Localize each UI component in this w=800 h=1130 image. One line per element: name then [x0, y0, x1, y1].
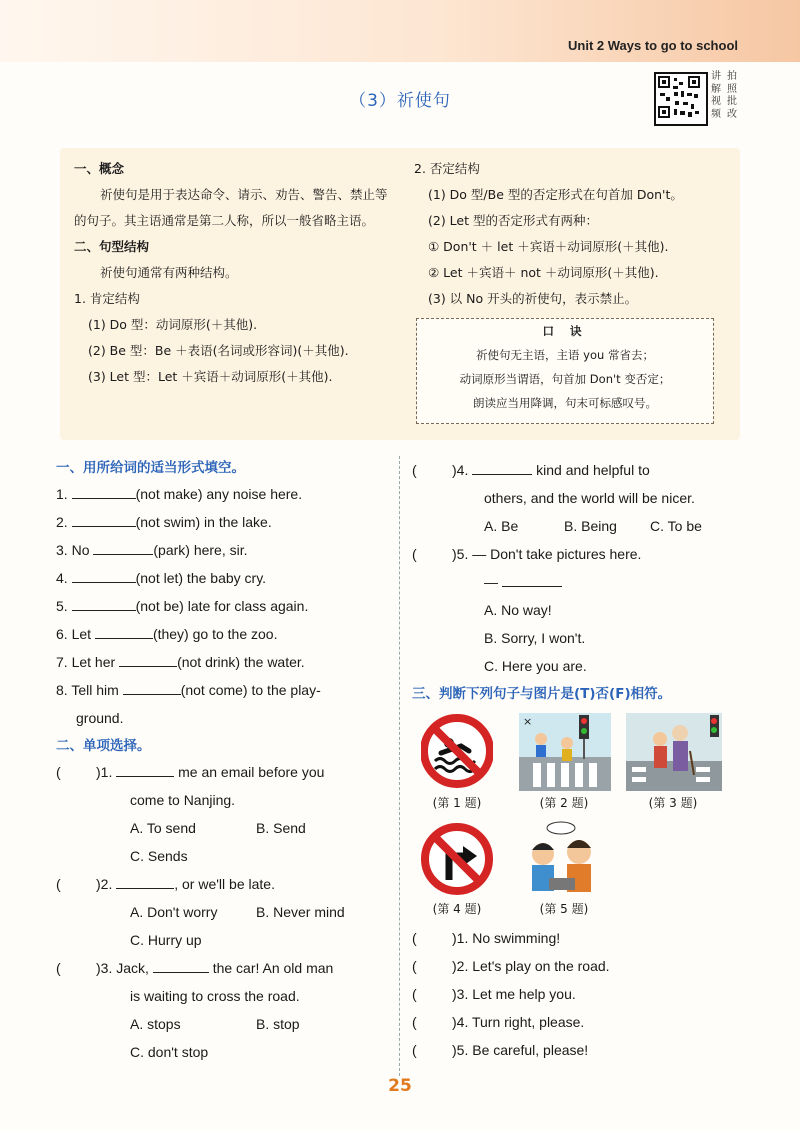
question-cont: is waiting to cross the road.	[130, 988, 300, 1004]
negative-do-be: (1) Do 型/Be 型的否定形式在句首加 Don't。	[428, 187, 683, 202]
options-row	[56, 1010, 396, 1038]
grammar-concept-box	[60, 148, 740, 440]
answer-blank[interactable]	[116, 761, 174, 777]
column-divider	[399, 456, 400, 1076]
options-row	[56, 814, 396, 842]
picture-caption: (第 1 题)	[432, 796, 482, 810]
option-c[interactable]: C. don't stop	[130, 1044, 209, 1060]
fill-item: 4. (not let) the baby cry.	[56, 564, 396, 592]
picture-caption: (第 3 题)	[648, 796, 698, 810]
section2-heading: 二、单项选择。	[56, 738, 151, 754]
option-b[interactable]: B. Send	[256, 820, 306, 836]
svg-text:×: ×	[523, 715, 533, 728]
option-a[interactable]: A. Don't worry	[130, 904, 218, 920]
concept-text: 祈使句是用于表达命令、请示、劝告、警告、禁止等的句子。其主语通常是第二人称，所以一般省略主语。	[74, 187, 388, 228]
helping-old-man-picture	[626, 713, 722, 791]
negative-let-2: ② Let ＋宾语＋ not ＋动词原形(＋其他).	[428, 265, 659, 280]
fill-item: 7. Let her (not drink) the water.	[56, 648, 396, 676]
option-b[interactable]: B. Sorry, I won't.	[484, 630, 586, 646]
dialogue-reply: —	[412, 568, 742, 596]
option-a[interactable]: A. stops	[130, 1016, 181, 1032]
picture-caption: (第 2 题)	[539, 796, 589, 810]
section3-heading: 三、判断下列句子与图片是(T)否(F)相符。	[412, 686, 672, 702]
answer-blank[interactable]	[72, 567, 136, 583]
picture-caption: (第 4 题)	[432, 902, 482, 916]
choice-question: ( )2. , or we'll be late.	[56, 870, 396, 898]
choice-question: ( )4. kind and helpful to	[412, 456, 742, 484]
let-type: (3) Let 型：Let ＋宾语＋动词原形(＋其他).	[88, 369, 333, 384]
answer-blank[interactable]	[123, 679, 181, 695]
page-title: （3）祈使句	[349, 91, 451, 111]
mnemonic-line: 动词原形当谓语，句首加 Don't 变否定；	[459, 372, 671, 386]
fill-item-cont: ground.	[76, 710, 124, 726]
concept-heading: 一、概念	[74, 161, 125, 176]
fill-item: 3. No (park) here, sir.	[56, 536, 396, 564]
question-cont: others, and the world will be nicer.	[484, 490, 695, 506]
answer-blank[interactable]	[472, 459, 532, 475]
option-b[interactable]: B. Being	[564, 518, 617, 534]
option-a[interactable]: A. To send	[130, 820, 196, 836]
section1-heading: 一、用所给词的适当形式填空。	[56, 460, 245, 476]
judge-item: ( )5. Be careful, please!	[412, 1042, 589, 1058]
choice-question: ( )1. me an email before you	[56, 758, 396, 786]
mnemonic-title: 口 诀	[542, 324, 588, 338]
choice-question: ( )3. Jack, the car! An old man	[56, 954, 396, 982]
mnemonic-line: 朗读应当用降调，句末可标感叹号。	[473, 396, 657, 410]
fill-item: 5. (not be) late for class again.	[56, 592, 396, 620]
answer-blank[interactable]	[72, 595, 136, 611]
judge-item: ( )1. No swimming!	[412, 930, 561, 946]
option-c[interactable]: C. Here you are.	[484, 658, 587, 674]
fill-item: 8. Tell him (not come) to the play-	[56, 676, 396, 704]
mnemonic-line: 祈使句无主语，主语 you 常省去；	[476, 348, 654, 362]
choice-question: ( )5. — Don't take pictures here.	[412, 546, 642, 562]
no-swimming-sign-icon	[421, 713, 493, 789]
judge-item: ( )2. Let's play on the road.	[412, 958, 610, 974]
options-row	[412, 512, 742, 540]
kids-on-road-picture	[519, 713, 611, 791]
option-a[interactable]: A. Be	[484, 518, 519, 534]
options-row	[56, 898, 396, 926]
kids-picture	[521, 820, 605, 898]
option-b[interactable]: B. stop	[256, 1016, 300, 1032]
answer-blank[interactable]	[153, 957, 209, 973]
option-c[interactable]: C. Hurry up	[130, 932, 202, 948]
structure-text: 祈使句通常有两种结构。	[100, 265, 238, 280]
be-type: (2) Be 型：Be ＋表语(名词或形容词)(＋其他).	[88, 343, 349, 358]
unit-title: Unit 2 Ways to go to school	[568, 38, 738, 53]
option-b[interactable]: B. Never mind	[256, 904, 345, 920]
mnemonic-box	[416, 318, 714, 424]
answer-blank[interactable]	[72, 511, 136, 527]
option-c[interactable]: C. Sends	[130, 848, 188, 864]
option-c[interactable]: C. To be	[650, 518, 702, 534]
qr-label: 讲 拍 解 照 视 批 频 改	[711, 71, 737, 120]
structure-heading: 二、句型结构	[74, 239, 150, 254]
answer-blank[interactable]	[93, 539, 153, 555]
option-a[interactable]: A. No way!	[484, 602, 552, 618]
question-cont: come to Nanjing.	[130, 792, 236, 808]
do-type: (1) Do 型：动词原形(＋其他).	[88, 317, 258, 332]
judge-item: ( )3. Let me help you.	[412, 986, 576, 1002]
no-right-turn-sign-icon	[421, 822, 493, 896]
negative-let: (2) Let 型的否定形式有两种：	[428, 213, 598, 228]
qr-code-icon[interactable]	[654, 72, 708, 126]
left-column	[56, 456, 396, 1066]
answer-blank[interactable]	[95, 623, 153, 639]
fill-item: 1. (not make) any noise here.	[56, 480, 396, 508]
judge-list	[412, 924, 742, 1064]
answer-blank[interactable]	[72, 483, 136, 499]
answer-blank[interactable]	[119, 651, 177, 667]
negative-structure-heading: 2. 否定结构	[414, 161, 480, 176]
answer-blank[interactable]	[116, 873, 174, 889]
positive-structure-heading: 1. 肯定结构	[74, 291, 140, 306]
picture-caption: (第 5 题)	[539, 902, 589, 916]
page-number: 25	[388, 1076, 412, 1096]
fill-item: 2. (not swim) in the lake.	[56, 508, 396, 536]
negative-let-1: ① Don't ＋ let ＋宾语＋动词原形(＋其他).	[428, 239, 669, 254]
judge-item: ( )4. Turn right, please.	[412, 1014, 585, 1030]
right-column	[412, 456, 742, 702]
answer-blank[interactable]	[502, 571, 562, 587]
negative-no: (3) 以 No 开头的祈使句，表示禁止。	[428, 291, 638, 306]
fill-item: 6. Let (they) go to the zoo.	[56, 620, 396, 648]
